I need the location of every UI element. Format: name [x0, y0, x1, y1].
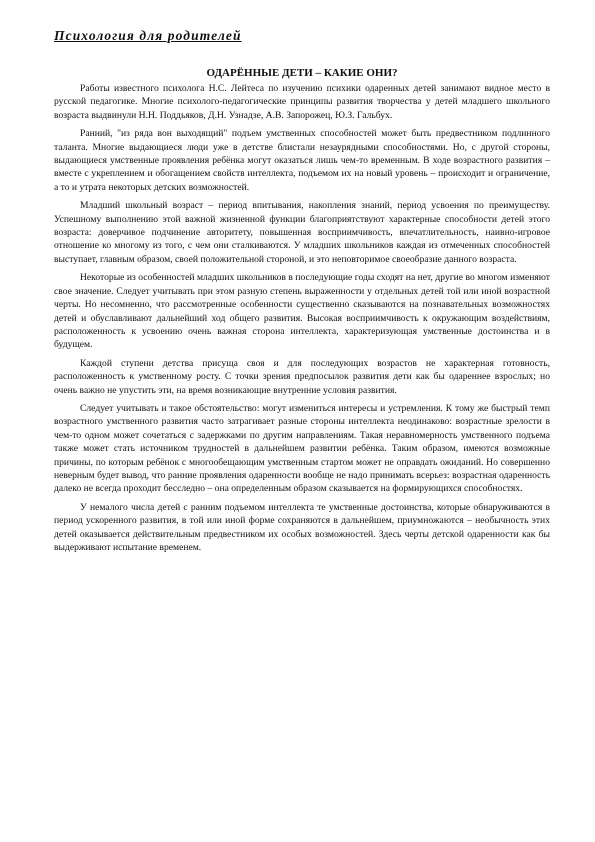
- article-body: [54, 82, 550, 559]
- paragraph-3: Младший школьный возраст – период впитывания, накопления знаний, период усвоения по преимуществу. Успешному выполнению этой важной жизненной функции благоприятствуют характерные способности детей этого возраста: доверчивое подчинение авторитету, повышенная восприимчивость, впечатлительность, наивно-игровое отношение ко многому из того, с чем они сталкиваются. У младших школьников каждая из отмеченных способностей выступает, главным образом, своей положительной стороной, и это неповторимое своеобразие данного возраста.: [54, 200, 550, 265]
- paragraph-1: Работы известного психолога Н.С. Лейтеса по изучению психики одаренных детей занимают видное место в русской педагогике. Многие психолого-педагогические принципы развития творчества у детей младшего школьного возраста выдвинули Н.Н. Поддьяков, Д.Н. Узнадзе, А.В. Запорожец, Ю.З. Гальбух.: [54, 83, 550, 121]
- section-header: Психология для родителей: [54, 28, 242, 43]
- article-title: ОДАРЁННЫЕ ДЕТИ – КАКИЕ ОНИ?: [206, 67, 398, 79]
- paragraph-2: Ранний, "из ряда вон выходящий" подъем умственных способностей может быть предвестником подлинного таланта. Многие выдающиеся люди уже в детстве блистали незаурядными способностями. Но, с другой стороны, выдающиеся умственные проявления ребёнка могут оказаться лишь чем-то временным. В ходе возрастного развития – вместе с укреплением и обогащением свойств интеллекта, подъемом их на новый уровень – происходит и ограничение, а то и утрата некоторых детских возможностей.: [54, 128, 550, 193]
- paragraph-5: Каждой ступени детства присуща своя и для последующих возрастов не характерная готовность, расположенность к умственному росту. С точки зрения предпосылок развития дети как бы одареннее взрослых; но очень важно не упустить эти, на время возникающие внутренние условия развития.: [54, 357, 550, 396]
- paragraph-6: Следует учитывать и такое обстоятельство: могут измениться интересы и устремления. К тому же быстрый темп возрастного умственного развития часто затрагивает разные стороны интеллекта неодинаково: возрастные зрелости в чем-то одном может сочетаться с задержками по другим направлениям. Такая неравномерность умственного подъема также может стать источником трудностей в дальнейшем развитии ребёнка. Таким образом, имеются возможные причины, по которым ребёнок с многообещающим умственным стартом может не оправдать ожиданий. Но совершенно неверным будет вывод, что ранние проявления одаренности вообще не надо принимать всерьез: возрастная одаренность далеко не всегда проходит бесследно – она определенным образом сказывается на формирующихся способностях.: [54, 402, 550, 495]
- paragraph-7: У немалого числа детей с ранним подъемом интеллекта те умственные достоинства, которые обнаруживаются в период ускоренного развития, в той или иной форме сохраняются в дальнейшем, приумножаются – необычность этих детей оказывается действительным предвестником их особых возможностей. Здесь черты детской одаренности как бы выдерживают испытание временем.: [54, 501, 550, 553]
- paragraph-4: Некоторые из особенностей младших школьников в последующие годы сходят на нет, другие во многом изменяют свое значение. Следует учитывать при этом разную степень выраженности у отдельных детей той или иной возрастной черты. Но несомненно, что рассмотренные особенности существенно сказываются на познавательных возможностях детей и обуславливают дальнейший ход общего развития. Высокая восприимчивость к окружающим воздействиям, расположенность к усвоению очень важная сторона интеллекта, характеризующая умственные достоинства и в будущем.: [54, 272, 550, 351]
